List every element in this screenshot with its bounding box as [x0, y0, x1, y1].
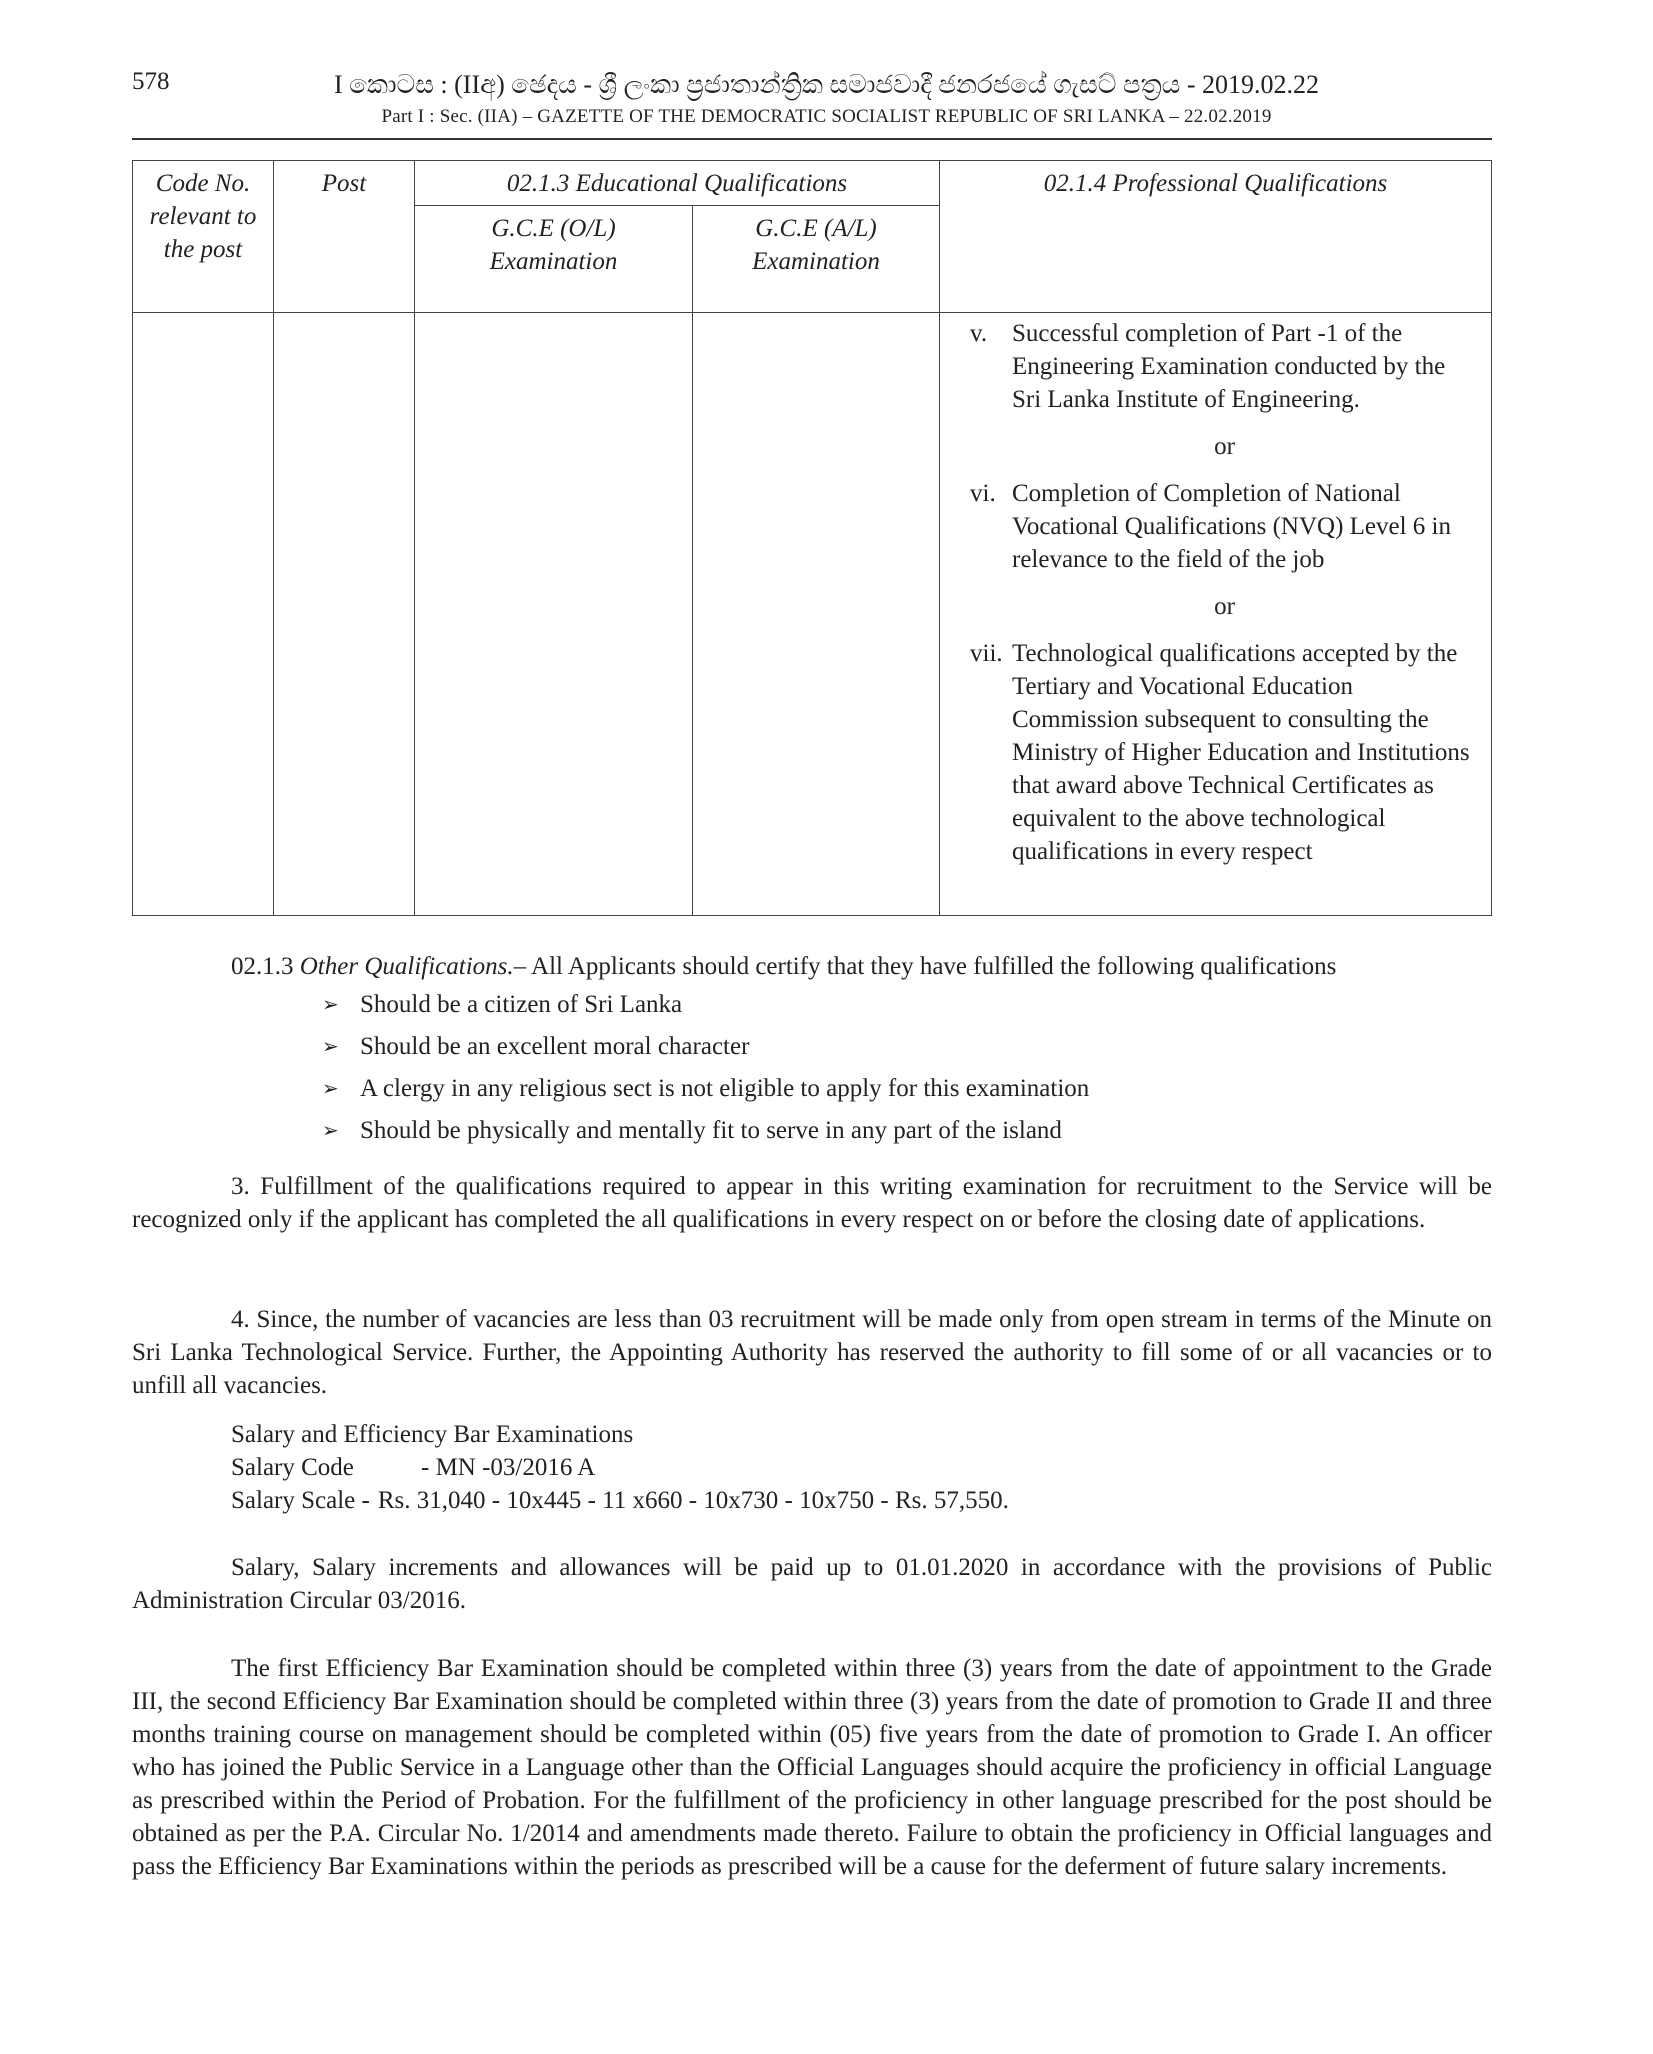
paragraph-efficiency-bar: The first Efficiency Bar Examination should be completed within three (3) years from the date of appointment to the Grade III, the second Efficiency Bar Examination should be completed within three (3) years from the date of promotion to Grade II and three months training course on management should be completed within (05) five years from the date of promotion to Grade I. An officer who has joined the Public Service in a Language other than the Official Languages should acquire the proficiency in official Language as prescribed within the Period of Probation. For the fulfillment of the proficiency in other language prescribed for the post should be obtained as per the P.A. Circular No. 1/2014 and amendments made thereto. Failure to obtain the proficiency in Official languages and pass the Efficiency Bar Examinations within the periods as prescribed will be a cause for the deferment of future salary increments.: [132, 1655, 1492, 1880]
salary-scale-value: Rs. 31,040 - 10x445 - 11 x660 - 10x730 - 10x750 - Rs. 57,550.: [377, 1487, 1009, 1514]
or-separator: or: [1214, 593, 1235, 620]
header-english-title: Part I : Sec. (IIA) – GAZETTE OF THE DEMOCRATIC SOCIALIST REPUBLIC OF SRI LANKA – 22.02.2019: [381, 106, 1272, 127]
item-text: Technological qualifications accepted by the Tertiary and Vocational Education Commission subsequent to consulting the Ministry of Higher Education and Institutions that award above Technical Certificates as equivalent to the above technological qualifications in every respect: [1012, 640, 1470, 865]
section-title: Other Qualifications.–: [299, 953, 527, 980]
bullet-text: Should be a citizen of Sri Lanka: [360, 991, 683, 1018]
header-code-text: Code No. relevant to the post: [149, 170, 257, 263]
other-qualifications-intro: [231, 950, 1492, 983]
header-professional: 02.1.4 Professional Qualifications: [940, 161, 1492, 313]
cell-professional: [940, 313, 1492, 916]
salary-scale-row: [231, 1484, 1009, 1517]
paragraph-4: 4. Since, the number of vacancies are less than 03 recruitment will be made only from open stream in terms of the Minute on Sri Lanka Technological Service. Further, the Appointing Authority has reserved the authority to fill some of or all vacancies or to unfill all vacancies.: [132, 1306, 1492, 1399]
list-item: [970, 317, 1479, 416]
professional-list: [940, 313, 1491, 886]
paragraph-3: 3. Fulfillment of the qualifications required to appear in this writing examination for recruitment to the Service will be recognized only if the applicant has completed the all qualifications in every respect on or before the closing date of applications.: [132, 1173, 1492, 1233]
header-al-text: G.C.E (A/L) Examination: [752, 215, 880, 275]
header-al: [693, 206, 940, 313]
arrowhead-bullet-icon: ➢: [322, 992, 339, 1016]
bullet-text: Should be an excellent moral character: [360, 1033, 750, 1060]
header-post: Post: [274, 161, 415, 313]
section-number: 02.1.3: [231, 953, 294, 980]
header-code-no: [133, 161, 274, 313]
table-row: [133, 313, 1492, 916]
item-number: vi.: [970, 480, 996, 507]
paragraph-salary: Salary, Salary increments and allowances will be paid up to 01.01.2020 in accordance with the provisions of Public Administration Circular 03/2016.: [132, 1554, 1492, 1614]
arrowhead-bullet-icon: ➢: [322, 1118, 339, 1142]
arrowhead-bullet-icon: ➢: [322, 1076, 339, 1100]
item-text: Completion of Completion of National Vocational Qualifications (NVQ) Level 6 in relevance to the field of the job: [1012, 480, 1452, 573]
salary-code-value: - MN -03/2016 A: [421, 1454, 596, 1481]
item-text: Successful completion of Part -1 of the Engineering Examination conducted by the Sri Lanka Institute of Engineering.: [1012, 320, 1446, 413]
cell-al: [693, 313, 940, 916]
list-item: [970, 637, 1479, 868]
cell-post: [274, 313, 415, 916]
salary-block: [231, 1418, 1009, 1517]
cell-code: [133, 313, 274, 916]
bullet-text: Should be physically and mentally fit to serve in any part of the island: [360, 1117, 1062, 1144]
list-item: [322, 1030, 1089, 1072]
header-sinhala-title: I කොටස : (IIඅ) ඡෙදය - ශ්‍රී ලංකා ප්‍රජාතාන්ත්‍රික සමාජවාදී ජනරජයේ ගැසට් පත්‍රය - 2019.02.22: [333, 70, 1319, 99]
list-item: [970, 477, 1479, 576]
salary-code-row: [231, 1451, 1009, 1484]
salary-heading: Salary and Efficiency Bar Examinations: [231, 1421, 634, 1448]
salary-code-label: Salary Code: [231, 1454, 354, 1481]
item-number: vii.: [970, 640, 1003, 667]
list-item: [322, 988, 1089, 1030]
header-rule: [132, 138, 1492, 140]
other-qualifications-list: [322, 988, 1089, 1156]
or-separator: or: [1214, 433, 1235, 460]
qualifications-table: [132, 160, 1492, 916]
list-item: [322, 1114, 1089, 1156]
header-ol-text: G.C.E (O/L) Examination: [489, 215, 618, 275]
cell-ol: [415, 313, 693, 916]
page-number: 578: [132, 68, 170, 95]
table-header-row: [133, 161, 1492, 206]
salary-scale-label: Salary Scale -: [231, 1487, 370, 1514]
item-number: v.: [970, 320, 988, 347]
bullet-text: A clergy in any religious sect is not eligible to apply for this examination: [360, 1075, 1090, 1102]
section-intro: All Applicants should certify that they have fulfilled the following qualifications: [531, 953, 1337, 980]
header-educational: 02.1.3 Educational Qualifications: [415, 161, 940, 206]
arrowhead-bullet-icon: ➢: [322, 1034, 339, 1058]
header-ol: [415, 206, 693, 313]
list-item: [322, 1072, 1089, 1114]
